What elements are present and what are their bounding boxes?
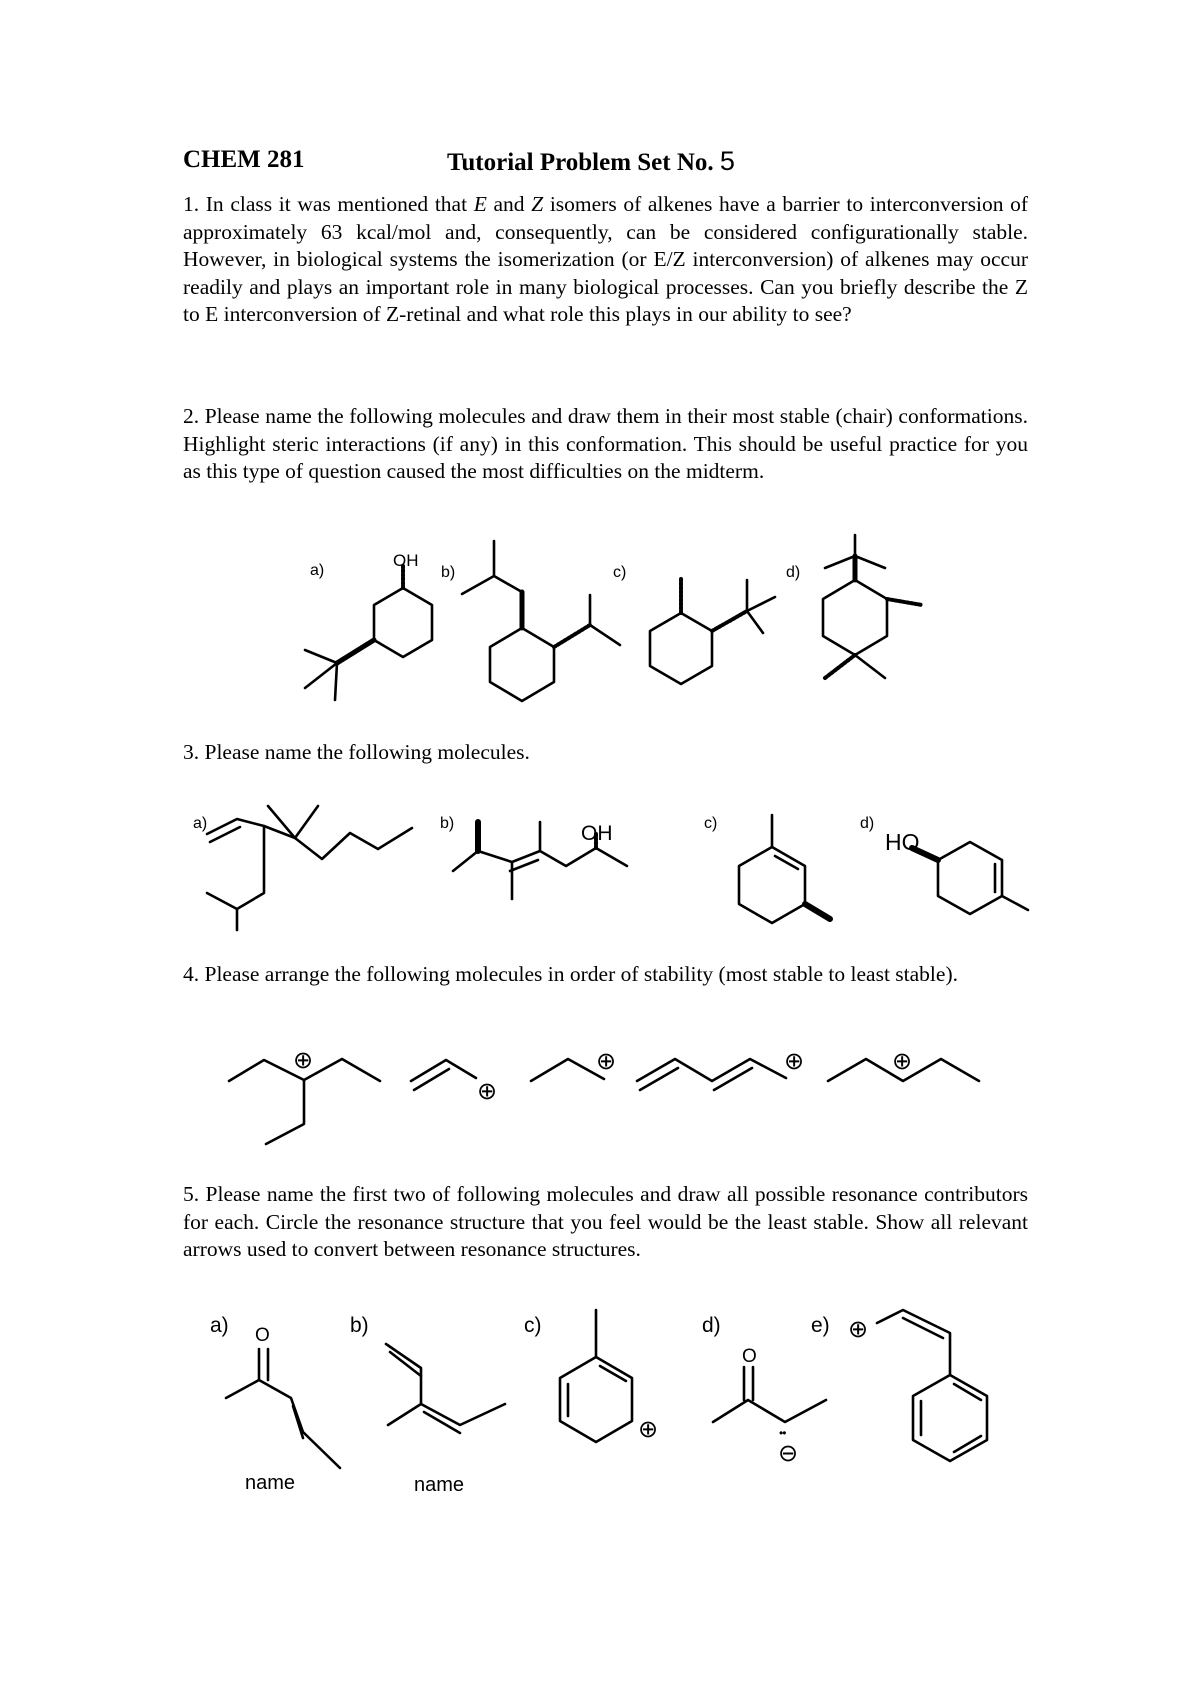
q4-molecule-2 xyxy=(411,1060,476,1090)
q5d-minus: ⊖ xyxy=(778,1440,799,1467)
q5b-chain-2 xyxy=(421,1404,505,1425)
q5d-lone-pair: •• xyxy=(779,1426,786,1440)
q4-molecule-4 xyxy=(637,1059,786,1090)
q2c-tbu-arm-2 xyxy=(747,597,775,611)
q5c-plus: ⊕ xyxy=(638,1416,659,1443)
q2a-ring xyxy=(374,588,432,657)
q3-molecule-c xyxy=(739,815,830,923)
q4m1-branch xyxy=(266,1080,304,1144)
q5b-name-blank: name xyxy=(414,1474,465,1496)
q5e-chain xyxy=(877,1310,950,1375)
q2b-hashed-bond xyxy=(554,625,590,647)
q2d-hashed-methyl xyxy=(887,599,922,605)
q3-molecule-a xyxy=(207,806,412,930)
q3c-double-bond-inner xyxy=(775,856,798,869)
q2-label-a: a) xyxy=(310,562,325,579)
q4m3-charge: ⊕ xyxy=(596,1048,617,1075)
q4m2-double-bond-inner xyxy=(414,1069,449,1090)
q5e-benzene-ring xyxy=(913,1375,987,1461)
course-code: CHEM 281 xyxy=(183,146,305,173)
q2-molecule-d xyxy=(823,535,922,678)
q5b-chain xyxy=(386,1344,421,1425)
q2d-gem-methyl xyxy=(855,655,885,678)
question-5: 5. Please name the first two of following molecules and draw all possible resonance contributors for each. Circle the resonance structure that you feel would be the least stable. Show all relevant arrows used to convert between resonance structures. xyxy=(183,1182,1028,1261)
q3a-methyl-2 xyxy=(295,806,318,838)
q5-label-a: a) xyxy=(210,1314,229,1337)
q2-label-d: d) xyxy=(786,564,801,581)
q3c-wedge-methyl xyxy=(805,904,830,919)
q2-molecule-a xyxy=(305,566,432,700)
q2a-tbu-arm-1 xyxy=(305,650,337,663)
q4m4-double-bond-2 xyxy=(714,1068,752,1090)
question-2: 2. Please name the following molecules and draw them in their most stable (chair) conformations. Highlight steric interactions (if any) in this conformation. This should be useful practice for you as this type of question caused the most difficulties on the midterm. xyxy=(183,404,1028,483)
q3a-main-chain xyxy=(207,819,264,930)
problem-set-number: 5 xyxy=(719,146,735,176)
q5a-oxygen: O xyxy=(255,1325,270,1346)
q5a-name-blank: name xyxy=(245,1472,296,1494)
q3a-pentyl-chain xyxy=(295,828,412,859)
q5d-chain xyxy=(713,1400,826,1422)
q5-molecule-b xyxy=(386,1344,505,1433)
question-4: 4. Please arrange the following molecules in order of stability (most stable to least stable). xyxy=(183,962,958,986)
q5-label-d: d) xyxy=(702,1314,721,1337)
q5c-ring xyxy=(560,1357,632,1442)
q5a-chain xyxy=(226,1380,340,1468)
q4m3-chain xyxy=(531,1059,604,1081)
q2d-tbu-arm-2 xyxy=(825,556,855,568)
q1-text-and: and xyxy=(486,192,532,216)
q5-label-b: b) xyxy=(350,1314,369,1337)
q3-label-d: d) xyxy=(860,815,875,832)
q1-text-b: isomers of alkenes have a barrier to interconversion of approximately 63 kcal/mol and, consequently, can be considered configurationally stable. However, in biological systems the isomerization (or E/Z interconversion) of alkenes may occur readily and plays an important role in many biological processes. Can you briefly describe the Z to E interconversion of Z-retinal and what role this plays in our ability to see? xyxy=(183,192,1029,326)
q5-molecule-c xyxy=(560,1310,632,1442)
q2c-ring xyxy=(650,613,712,684)
q2d-ring xyxy=(823,580,887,655)
q3-label-b: b) xyxy=(440,815,455,832)
q2c-tbu-arm-3 xyxy=(747,611,763,633)
q2-molecule-b xyxy=(462,541,620,701)
q2c-hashed-tbu-bond xyxy=(712,611,747,631)
q4-molecule-3 xyxy=(531,1059,604,1081)
q2a-wedge-bond xyxy=(337,640,374,663)
q3d-ho-label: HO xyxy=(885,829,920,855)
q3-label-c: c) xyxy=(704,815,718,832)
q3-molecule-d xyxy=(912,842,1028,914)
q1-text-a: 1. In class it was mentioned that xyxy=(183,192,474,216)
q3d-methyl xyxy=(1002,896,1028,910)
q2d-hashed-gem-methyl xyxy=(825,655,855,678)
q2a-oh-label: OH xyxy=(393,551,419,570)
q2d-tbu-arm-3 xyxy=(855,556,885,568)
q5-label-c: c) xyxy=(524,1314,542,1337)
q1-isomer-e: E xyxy=(473,192,487,216)
q5d-oxygen: O xyxy=(742,1346,757,1367)
q2b-isopropyl-arm-2 xyxy=(590,625,620,645)
q2b-isobutyl-branch xyxy=(462,576,494,594)
q2b-ring xyxy=(490,628,554,701)
q2-label-c: c) xyxy=(613,564,627,581)
q3b-oh-label: OH xyxy=(581,822,613,845)
q2-label-b: b) xyxy=(441,564,456,581)
q1-isomer-z: Z xyxy=(531,192,544,216)
q4m5-charge: ⊕ xyxy=(892,1048,913,1075)
problem-set-label: Tutorial Problem Set No. xyxy=(447,149,714,176)
q2b-isobutyl-chain xyxy=(494,541,522,592)
q5-molecule-e xyxy=(877,1310,987,1461)
q4m4-double-bond-1 xyxy=(640,1068,678,1090)
question-3: 3. Please name the following molecules. xyxy=(183,740,530,764)
q5a-double-bond-inner xyxy=(293,1406,303,1438)
q5e-plus: ⊕ xyxy=(848,1316,869,1343)
q4m2-chain xyxy=(411,1060,476,1081)
q5-molecule-a xyxy=(226,1349,340,1468)
q2a-tbu-arm-3 xyxy=(335,663,337,700)
q3d-ring xyxy=(938,842,1002,914)
q2a-tbu-arm-2 xyxy=(305,663,337,688)
q3a-branch xyxy=(207,893,237,909)
q4m2-charge: ⊕ xyxy=(477,1078,498,1105)
q3-label-a: a) xyxy=(193,815,208,832)
q4m4-charge: ⊕ xyxy=(784,1048,805,1075)
q5-molecule-d xyxy=(713,1367,826,1422)
q5-label-e: e) xyxy=(811,1314,830,1337)
q4m1-charge: ⊕ xyxy=(293,1047,314,1074)
q2-molecule-c xyxy=(650,578,775,684)
q3c-ring xyxy=(739,847,805,923)
